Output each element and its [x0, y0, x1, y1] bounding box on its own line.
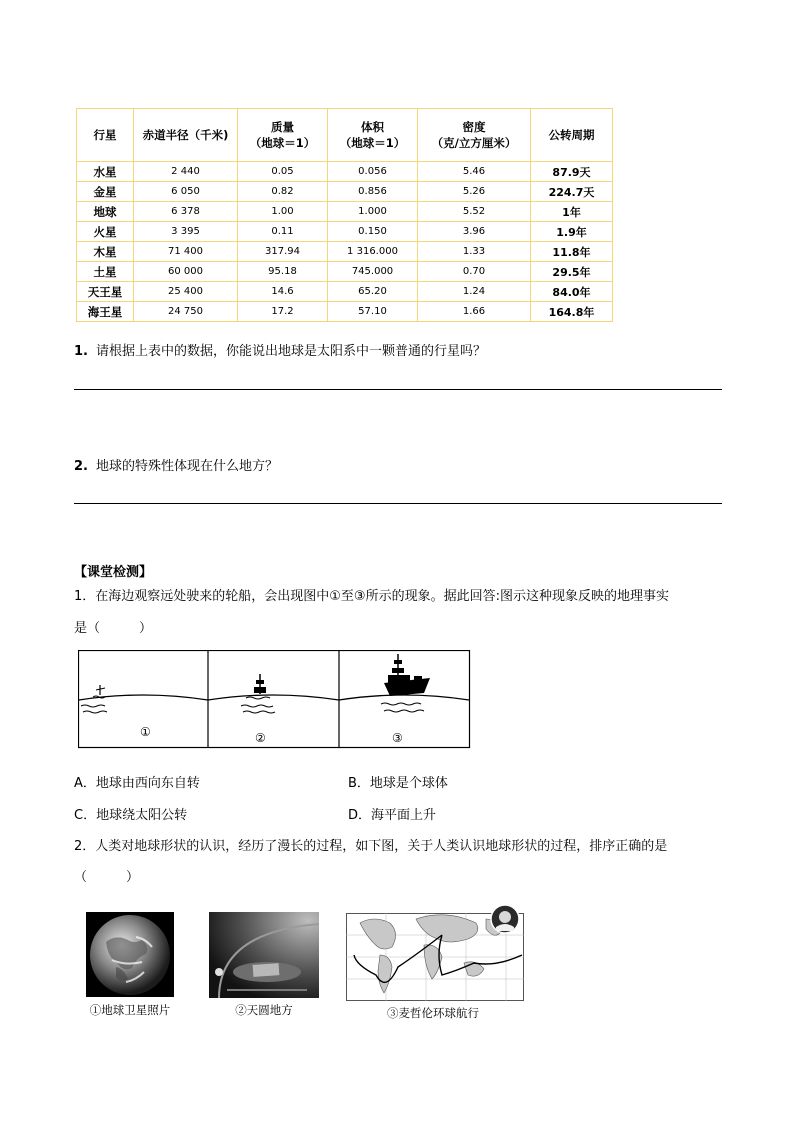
planet-name-cell: 木星 — [77, 242, 134, 262]
planet-name-cell: 天王星 — [77, 282, 134, 302]
table-cell: 0.11 — [238, 222, 328, 242]
header-period: 公转周期 — [531, 109, 613, 162]
earth-satellite-photo — [86, 912, 174, 997]
header-planet: 行星 — [77, 109, 134, 162]
table-cell: 0.856 — [328, 182, 418, 202]
round-sky-square-earth-image — [209, 912, 319, 998]
table-cell: 57.10 — [328, 302, 418, 322]
table-cell: 24 750 — [134, 302, 238, 322]
table-cell: 0.150 — [328, 222, 418, 242]
table-cell: 5.26 — [418, 182, 531, 202]
magellan-voyage-map — [346, 905, 524, 1001]
table-cell: 14.6 — [238, 282, 328, 302]
table-cell: 1.24 — [418, 282, 531, 302]
table-cell: 1 316.000 — [328, 242, 418, 262]
table-row — [77, 302, 613, 322]
table-cell: 6 378 — [134, 202, 238, 222]
panel-label-2: ② — [255, 731, 266, 745]
table-row — [77, 222, 613, 242]
table-cell: 3.96 — [418, 222, 531, 242]
table-cell: 5.46 — [418, 162, 531, 182]
table-cell: 317.94 — [238, 242, 328, 262]
table-cell: 1年 — [531, 202, 613, 222]
table-cell: 0.82 — [238, 182, 328, 202]
header-mass: 质量 （地球＝1） — [238, 109, 328, 162]
table-cell: 2 440 — [134, 162, 238, 182]
table-cell: 84.0年 — [531, 282, 613, 302]
table-cell: 6 050 — [134, 182, 238, 202]
planet-name-cell: 水星 — [77, 162, 134, 182]
exercise-2-line-2: （ ） — [74, 870, 140, 885]
answer-line-1[interactable] — [74, 389, 722, 390]
option-c[interactable]: C．地球绕太阳公转 — [74, 808, 188, 823]
panel-label-1: ① — [140, 725, 151, 739]
table-cell: 1.000 — [328, 202, 418, 222]
question-2-number: 2. — [74, 459, 88, 474]
table-cell: 164.8年 — [531, 302, 613, 322]
question-1-text: 请根据上表中的数据，你能说出地球是太阳系中一颗普通的行星吗？ — [95, 344, 486, 359]
photo-caption-3: ③麦哲伦环球航行 — [387, 1006, 479, 1020]
table-cell: 5.52 — [418, 202, 531, 222]
planet-name-cell: 土星 — [77, 262, 134, 282]
planet-data-table — [76, 108, 613, 322]
exercise-1-line-1: 1．在海边观察远处驶来的轮船，会出现图中①至③所示的现象。据此回答:图示这种现象反映的地理事实 — [74, 589, 669, 604]
table-cell: 65.20 — [328, 282, 418, 302]
table-cell: 1.33 — [418, 242, 531, 262]
question-1 — [74, 340, 486, 359]
question-2-text: 地球的特殊性体现在什么地方？ — [95, 459, 278, 474]
header-radius: 赤道半径（千米) — [134, 109, 238, 162]
table-row — [77, 282, 613, 302]
planet-name-cell: 地球 — [77, 202, 134, 222]
table-cell: 17.2 — [238, 302, 328, 322]
table-cell: 224.7天 — [531, 182, 613, 202]
header-density: 密度 （克/立方厘米） — [418, 109, 531, 162]
panel-label-3: ③ — [392, 731, 403, 745]
option-d[interactable]: D．海平面上升 — [348, 808, 437, 823]
table-cell: 87.9天 — [531, 162, 613, 182]
photo-caption-1: ①地球卫星照片 — [89, 1003, 171, 1017]
table-cell: 11.8年 — [531, 242, 613, 262]
option-a[interactable]: A．地球由西向东自转 — [74, 776, 200, 791]
table-cell: 1.66 — [418, 302, 531, 322]
table-cell: 1.9年 — [531, 222, 613, 242]
table-cell: 0.70 — [418, 262, 531, 282]
table-cell: 60 000 — [134, 262, 238, 282]
exercise-2-line-1: 2．人类对地球形状的认识，经历了漫长的过程，如下图，关于人类认识地球形状的过程，排序正确的是 — [74, 839, 668, 854]
table-row — [77, 162, 613, 182]
ship-approach-figure — [78, 650, 471, 750]
planet-name-cell: 海王星 — [77, 302, 134, 322]
question-1-number: 1. — [74, 344, 88, 359]
header-volume: 体积 （地球＝1） — [328, 109, 418, 162]
table-cell: 745.000 — [328, 262, 418, 282]
question-2 — [74, 455, 278, 474]
table-cell: 25 400 — [134, 282, 238, 302]
answer-line-2[interactable] — [74, 503, 722, 504]
table-row — [77, 262, 613, 282]
photo-caption-2: ②天圆地方 — [235, 1003, 293, 1017]
planet-name-cell: 火星 — [77, 222, 134, 242]
table-header-row — [77, 109, 613, 162]
section-title: 【课堂检测】 — [74, 565, 153, 580]
exercise-1-line-2: 是（ ） — [74, 621, 153, 636]
table-cell: 29.5年 — [531, 262, 613, 282]
planet-name-cell: 金星 — [77, 182, 134, 202]
table-cell: 1.00 — [238, 202, 328, 222]
table-cell: 95.18 — [238, 262, 328, 282]
option-b[interactable]: B．地球是个球体 — [348, 776, 448, 791]
table-cell: 3 395 — [134, 222, 238, 242]
table-row — [77, 202, 613, 222]
table-cell: 0.056 — [328, 162, 418, 182]
table-cell: 0.05 — [238, 162, 328, 182]
table-cell: 71 400 — [134, 242, 238, 262]
table-row — [77, 182, 613, 202]
table-row — [77, 242, 613, 262]
